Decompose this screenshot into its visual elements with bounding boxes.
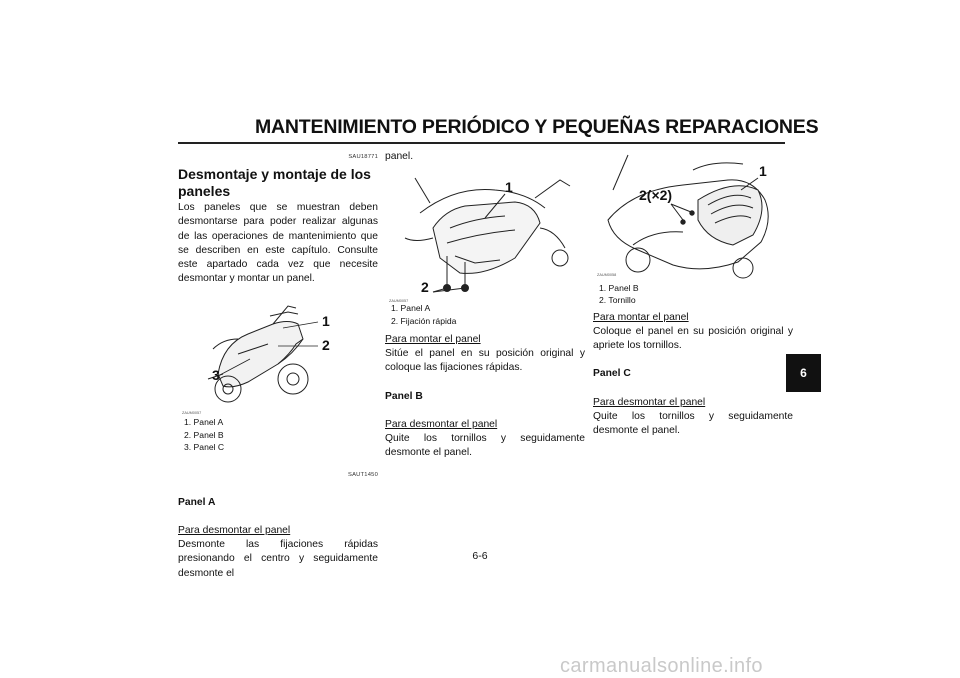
caption-item: 2. Fijación rápida bbox=[391, 315, 457, 326]
page-number: 6-6 bbox=[472, 550, 488, 562]
panel-b-illustration bbox=[593, 150, 787, 280]
section-title: Desmontaje y montaje de los paneles bbox=[178, 166, 371, 200]
callout-2: 2 bbox=[421, 279, 429, 296]
scooter-overview-illustration bbox=[178, 294, 372, 414]
section-code: SAU18771 bbox=[348, 154, 378, 160]
figure-captions bbox=[385, 302, 579, 327]
column-1 bbox=[178, 150, 378, 581]
remove-instructions: Quite los tornillos y seguidamente desmonte el panel. bbox=[385, 433, 585, 459]
callout-2: 2 bbox=[322, 337, 330, 354]
figure-code: ZAUM0057 bbox=[389, 299, 409, 304]
caption-item: 2. Panel B bbox=[184, 429, 224, 440]
remove-instructions: Quite los tornillos y seguidamente desmonte el panel. bbox=[593, 410, 793, 437]
caption-item: 1. Panel A bbox=[391, 303, 431, 314]
figure-captions bbox=[593, 282, 787, 307]
caption-item: 1. Panel A bbox=[184, 417, 224, 428]
figure-scooter-overview bbox=[178, 294, 372, 453]
figure-panel-a bbox=[385, 168, 579, 327]
intro-paragraph: Los paneles que se muestran deben desmontarse para poder realizar algunas de las operaciones de mantenimiento que se describen en este capítulo. Consulte este apartado cada vez que necesite desmontar y montar un panel. bbox=[178, 202, 378, 285]
remove-heading: Para desmontar el panel bbox=[385, 418, 498, 430]
panel-a-illustration bbox=[385, 168, 579, 296]
figure-captions bbox=[178, 416, 372, 453]
panel-a-heading: Panel A bbox=[178, 496, 216, 508]
continuation-text: panel. bbox=[385, 151, 414, 162]
page-title: MANTENIMIENTO PERIÓDICO Y PEQUEÑAS REPARACIONES bbox=[255, 116, 819, 138]
callout-1: 1 bbox=[759, 163, 767, 179]
chapter-tab: 6 bbox=[786, 354, 821, 392]
callout-1: 1 bbox=[505, 179, 513, 196]
remove-heading: Para desmontar el panel bbox=[593, 396, 706, 408]
panel-c-heading: Panel C bbox=[593, 368, 631, 380]
column-3 bbox=[593, 150, 793, 438]
figure-code: ZAUM0057 bbox=[182, 411, 202, 416]
panel-b-heading: Panel B bbox=[385, 390, 423, 402]
section-code: SAUT1450 bbox=[348, 471, 378, 478]
figure-panel-b bbox=[593, 150, 787, 307]
caption-item: 1. Panel B bbox=[599, 283, 639, 293]
header-rule bbox=[178, 142, 785, 144]
caption-item: 2. Tornillo bbox=[599, 295, 636, 306]
callout-2: 2(×2) bbox=[639, 187, 673, 203]
install-instructions: Coloque el panel en su posición original y apriete los tornillos. bbox=[593, 326, 793, 352]
remove-heading: Para desmontar el panel bbox=[178, 525, 291, 537]
figure-code: ZAUM0058 bbox=[597, 273, 617, 277]
caption-item: 3. Panel C bbox=[184, 442, 225, 453]
callout-1: 1 bbox=[322, 313, 330, 330]
column-2 bbox=[385, 150, 585, 460]
callout-3: 3 bbox=[212, 367, 220, 384]
remove-instructions: Desmonte las fijaciones rápidas presionando el centro y seguidamente desmonte el bbox=[178, 539, 378, 579]
install-heading: Para montar el panel bbox=[593, 311, 689, 323]
install-instructions: Sitúe el panel en su posición original y coloque las fijaciones rápidas. bbox=[385, 348, 585, 374]
watermark: carmanualsonline.info bbox=[560, 655, 763, 677]
page-header bbox=[0, 112, 960, 148]
install-heading: Para montar el panel bbox=[385, 334, 481, 346]
